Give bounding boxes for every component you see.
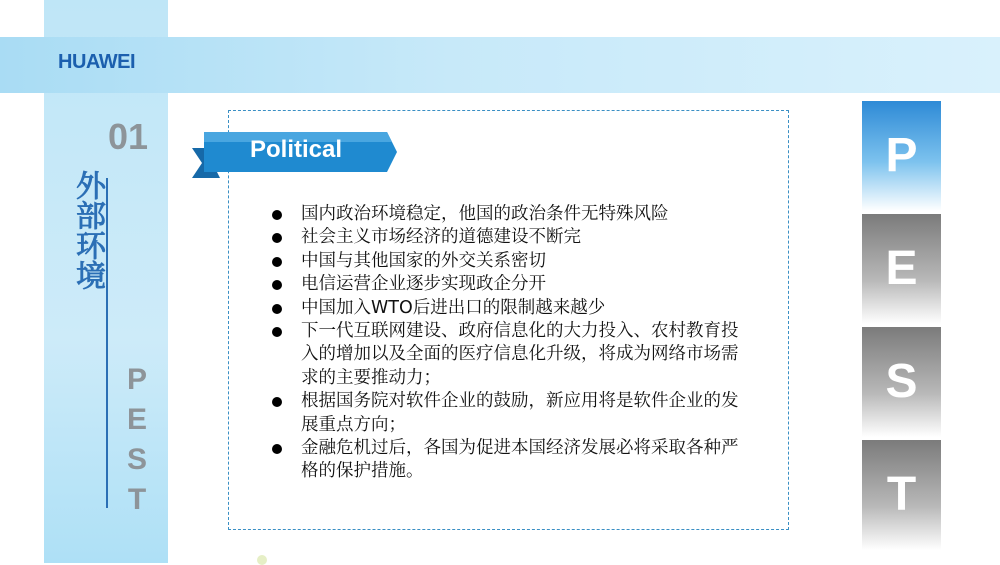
bullet-list — [270, 203, 750, 484]
pest-tile-p[interactable]: P — [862, 101, 941, 211]
sidebar-letter-s: S — [126, 443, 147, 476]
bullet-dot-icon — [272, 233, 282, 243]
list-item — [270, 297, 750, 320]
sidebar-letter-e: E — [126, 403, 147, 436]
list-item — [270, 273, 750, 296]
ribbon-label: Political — [250, 136, 343, 163]
list-item — [270, 250, 750, 273]
sidebar-letter-t: T — [127, 483, 147, 516]
list-item-text: 下一代互联网建设、政府信息化的大力投入、农村教育投入的增加以及全面的医疗信息化升级，将成为网络市场需求的主要推动力； — [301, 321, 739, 388]
bullet-dot-icon — [272, 280, 282, 290]
pest-tile-s[interactable]: S — [862, 327, 941, 437]
pest-tile-e[interactable]: E — [862, 214, 941, 324]
bullet-dot-icon — [272, 304, 282, 314]
bullet-dot-icon — [272, 327, 282, 337]
sidebar-title: 外部环境 — [70, 170, 105, 290]
list-item — [270, 320, 750, 390]
bullet-dot-icon — [272, 444, 282, 454]
bullet-dot-icon — [272, 257, 282, 267]
list-item-text: 中国加入WTO后进出口的限制越来越少 — [301, 297, 606, 318]
brand-logo: HUAWEI — [58, 51, 135, 73]
bullet-dot-icon — [272, 397, 282, 407]
list-item-text: 中国与其他国家的外交关系密切 — [301, 250, 546, 271]
decorative-dot — [257, 555, 267, 565]
list-item — [270, 390, 750, 437]
list-item — [270, 203, 750, 226]
section-number: 01 — [108, 116, 149, 157]
list-item — [270, 226, 750, 249]
list-item-text: 国内政治环境稳定，他国的政治条件无特殊风险 — [301, 204, 669, 224]
sidebar-pest-letters — [120, 360, 154, 520]
list-item-text: 电信运营企业逐步实现政企分开 — [301, 274, 546, 295]
bullet-dot-icon — [272, 210, 282, 220]
vertical-divider — [106, 178, 108, 508]
list-item — [270, 437, 750, 484]
sidebar-letter-p: P — [126, 363, 147, 396]
list-item-text: 根据国务院对软件企业的鼓励，新应用将是软件企业的发展重点方向； — [301, 391, 739, 435]
list-item-text: 金融危机过后，各国为促进本国经济发展必将采取各种严格的保护措施。 — [301, 438, 739, 482]
header-band — [0, 37, 1000, 93]
pest-tile-t[interactable]: T — [862, 440, 941, 550]
list-item-text: 社会主义市场经济的道德建设不断完 — [301, 227, 581, 248]
